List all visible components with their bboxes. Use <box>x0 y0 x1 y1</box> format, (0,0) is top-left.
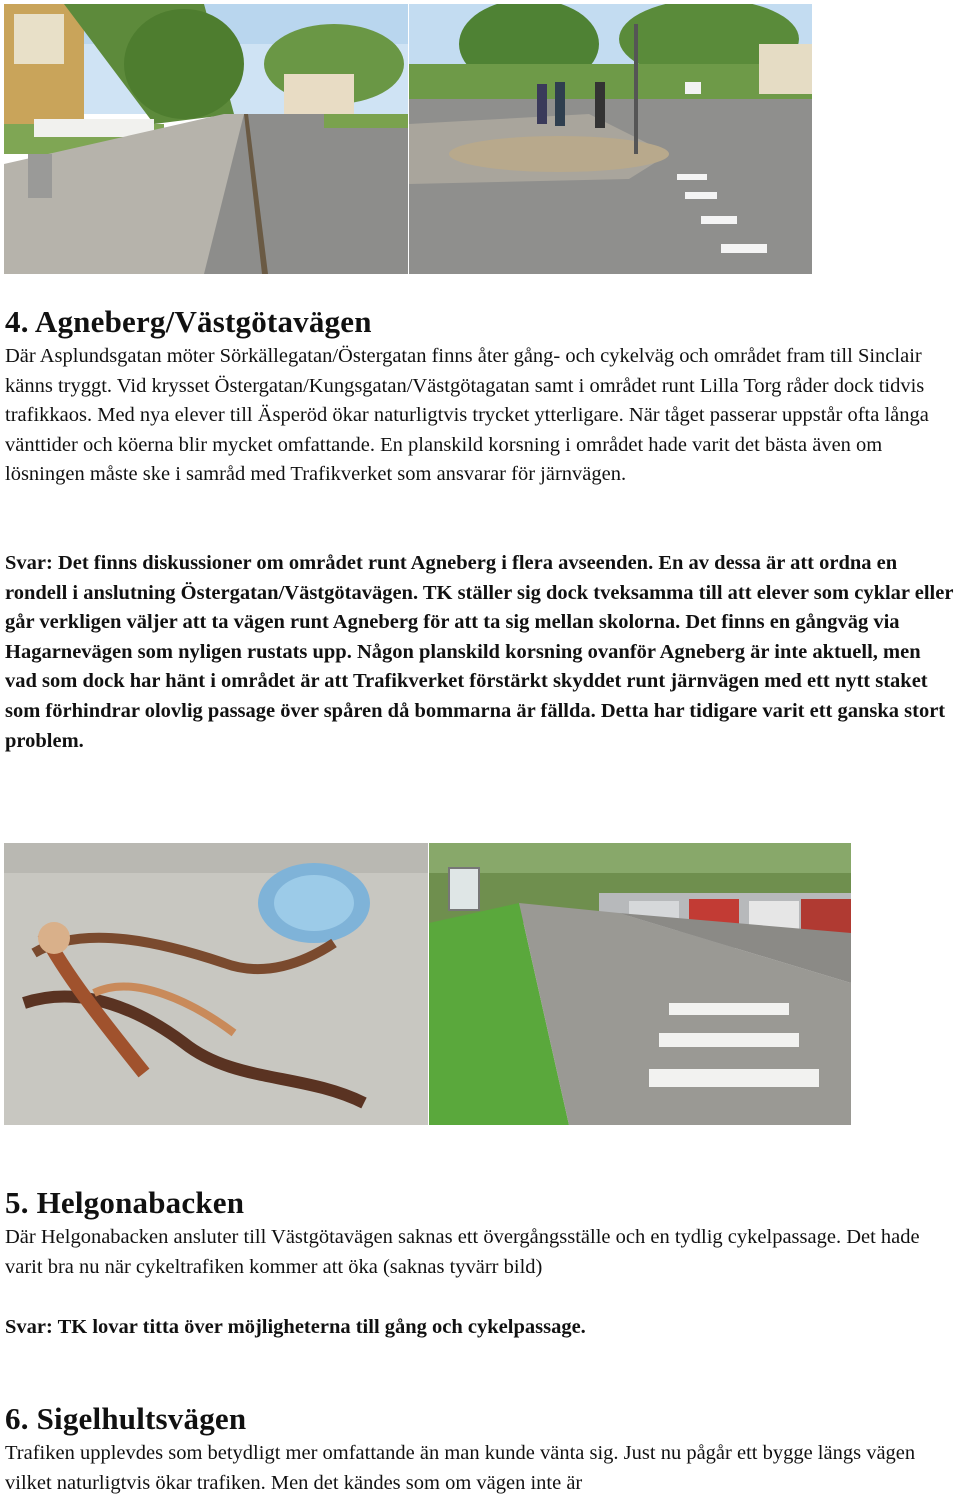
photo-street-sidewalk <box>4 4 408 274</box>
section-4-answer: Svar: Det finns diskussioner om området runt Agneberg i flera avseenden. En av dessa är att ordna en rondell i anslutning Östergatan/Västgötavägen. TK ställer sig dock tveksamma till att elever som cyklar eller går verkligen väljer att ta vägen runt Agneberg för att ta sig mellan skolorna. Det finns en gångväg via Hagarnevägen som nyligen rustats upp. Någon planskild korsning ovanför Agneberg är inte aktuell, men vad som dock har hänt i området är att Trafikverket förstärkt skyddet runt järnvägen med ett nytt staket som förhindrar olovlig passage över spåren då bommarna är fällda. Detta har tidigare varit ett ganska stort problem. <box>5 552 954 752</box>
section-5-answer: Svar: TK lovar titta över möjligheterna till gång och cykelpassage. <box>5 1316 586 1338</box>
photo-mural <box>4 843 428 1125</box>
section-5-heading: 5. Helgonabacken <box>5 1185 245 1220</box>
section-6-heading: 6. Sigelhultsvägen <box>5 1401 247 1436</box>
section-4-heading: 4. Agneberg/Västgötavägen <box>5 304 372 339</box>
section-5-body: Där Helgonabacken ansluter till Västgötavägen saknas ett övergångsställe och en tydlig cykelpassage. Det hade varit bra nu när cykeltrafiken kommer att öka (saknas tyvärr bild) <box>5 1226 920 1278</box>
photo-path-parking <box>429 843 851 1125</box>
section-6-body: Trafiken upplevdes som betydligt mer omfattande än man kunde vänta sig. Just nu pågår ett bygge längs vägen vilket naturligtvis ökar trafiken. Men det kändes som om vägen inte är <box>5 1442 916 1494</box>
section-4-body: Där Asplundsgatan möter Sörkällegatan/Östergatan finns åter gång- och cykelväg och området fram till Sinclair känns tryggt. Vid krysset Östergatan/Kungsgatan/Västgötagatan samt i området runt Lilla Torg råder dock tidvis trafikkaos. Med nya elever till Äsperöd ökar naturligtvis trycket ytterligare. När tåget passerar uppstår ofta långa vänttider och köerna blir mycket omfattande. En planskild korsning i området hade varit det bästa även om lösningen måste ske i samråd med Trafikverket som ansvarar för järnvägen. <box>5 345 929 486</box>
photo-intersection-cyclists <box>409 4 812 274</box>
